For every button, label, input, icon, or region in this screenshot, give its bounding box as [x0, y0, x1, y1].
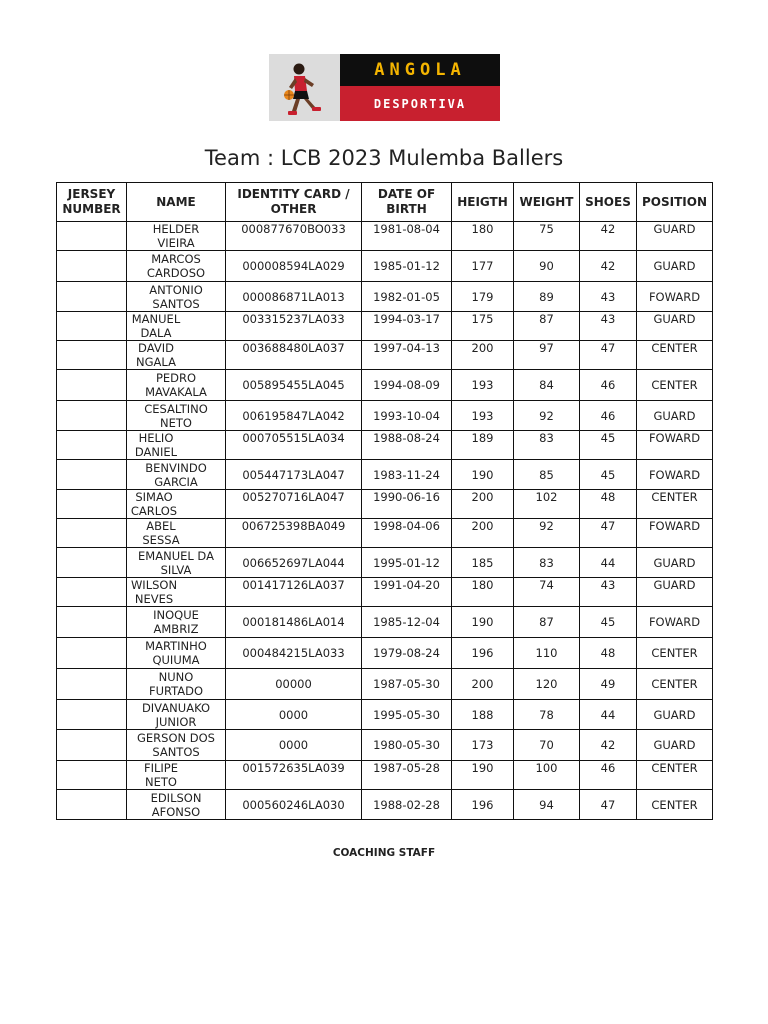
name-cell — [127, 490, 226, 519]
position-cell: CENTER — [637, 790, 713, 820]
weight-cell: 85 — [514, 460, 580, 490]
table-row — [57, 638, 713, 669]
name-cell — [127, 401, 226, 431]
identity-cell: 000560246LA030 — [226, 790, 362, 820]
last-name: DANIEL — [134, 445, 178, 459]
identity-cell: 006652697LA044 — [226, 548, 362, 578]
last-name: FURTADO — [148, 684, 204, 698]
shoes-cell: 45 — [580, 460, 637, 490]
weight-cell: 102 — [514, 490, 580, 519]
first-name: ANTONIO — [149, 282, 203, 297]
shoes-cell: 42 — [580, 251, 637, 282]
name-cell — [127, 761, 226, 790]
first-name: ABEL — [146, 519, 176, 533]
shoes-cell: 43 — [580, 312, 637, 341]
first-name: EDILSON — [150, 790, 202, 805]
dob-cell: 1983-11-24 — [362, 460, 452, 490]
weight-cell: 120 — [514, 669, 580, 700]
position-cell: GUARD — [637, 700, 713, 730]
coaching-staff-heading: COACHING STAFF — [332, 847, 436, 859]
first-name: MARTINHO — [145, 639, 207, 653]
dob-cell: 1987-05-30 — [362, 669, 452, 700]
last-name: SANTOS — [152, 745, 200, 759]
logo-line-2: DESPORTIVA — [340, 86, 500, 121]
table-row — [57, 730, 713, 761]
table-row — [57, 222, 713, 251]
dob-cell: 1994-08-09 — [362, 370, 452, 401]
position-cell: GUARD — [637, 401, 713, 431]
height-cell: 179 — [452, 282, 514, 312]
position-cell: FOWARD — [637, 282, 713, 312]
identity-cell: 006195847LA042 — [226, 401, 362, 431]
weight-cell: 100 — [514, 761, 580, 790]
first-name: GERSON DOS — [137, 731, 215, 745]
height-cell: 200 — [452, 669, 514, 700]
last-name: SESSA — [142, 533, 180, 547]
name-cell — [127, 578, 226, 607]
weight-cell: 83 — [514, 548, 580, 578]
table-row — [57, 548, 713, 578]
position-cell: CENTER — [637, 761, 713, 790]
last-name: QUIUMA — [152, 653, 200, 667]
position-cell: CENTER — [637, 370, 713, 401]
first-name: HELDER — [152, 222, 200, 236]
jersey-cell — [57, 548, 127, 578]
identity-cell: 0000 — [226, 700, 362, 730]
identity-cell: 005895455LA045 — [226, 370, 362, 401]
table-row — [57, 460, 713, 490]
dob-cell: 1988-08-24 — [362, 431, 452, 460]
last-name: NEVES — [134, 592, 174, 606]
name-cell — [127, 700, 226, 730]
dob-cell: 1997-04-13 — [362, 341, 452, 370]
weight-cell: 83 — [514, 431, 580, 460]
header-name: NAME — [127, 183, 226, 222]
first-name: FILIPE — [143, 761, 178, 775]
position-cell: GUARD — [637, 251, 713, 282]
identity-cell: 005270716LA047 — [226, 490, 362, 519]
first-name: DIVANUAKO — [141, 700, 211, 715]
jersey-cell — [57, 607, 127, 638]
identity-cell: 0000 — [226, 730, 362, 761]
identity-cell: 000877670BO033 — [226, 222, 362, 251]
jersey-cell — [57, 790, 127, 820]
table-row — [57, 251, 713, 282]
identity-cell: 000484215LA033 — [226, 638, 362, 669]
shoes-cell: 42 — [580, 222, 637, 251]
jersey-cell — [57, 761, 127, 790]
name-cell — [127, 460, 226, 490]
identity-cell: 000086871LA013 — [226, 282, 362, 312]
jersey-cell — [57, 431, 127, 460]
weight-cell: 87 — [514, 312, 580, 341]
identity-cell: 001572635LA039 — [226, 761, 362, 790]
first-name: SIMAO — [135, 490, 173, 504]
name-cell — [127, 431, 226, 460]
shoes-cell: 43 — [580, 282, 637, 312]
identity-cell: 000181486LA014 — [226, 607, 362, 638]
basketball-player-icon — [269, 54, 340, 121]
first-name: BENVINDO — [145, 460, 207, 475]
header-row — [57, 183, 713, 222]
jersey-cell — [57, 282, 127, 312]
dob-cell: 1985-12-04 — [362, 607, 452, 638]
position-cell: GUARD — [637, 222, 713, 251]
last-name: MAVAKALA — [145, 385, 207, 399]
first-name: MARCOS — [151, 252, 201, 266]
weight-cell: 110 — [514, 638, 580, 669]
first-name: PEDRO — [155, 371, 197, 385]
jersey-cell — [57, 341, 127, 370]
identity-cell: 001417126LA037 — [226, 578, 362, 607]
jersey-cell — [57, 578, 127, 607]
header-shoes: SHOES — [580, 183, 637, 222]
height-cell: 180 — [452, 578, 514, 607]
dob-cell: 1993-10-04 — [362, 401, 452, 431]
last-name: CARDOSO — [146, 266, 206, 280]
shoes-cell: 46 — [580, 401, 637, 431]
dob-cell: 1981-08-04 — [362, 222, 452, 251]
table-row — [57, 431, 713, 460]
name-cell — [127, 607, 226, 638]
name-cell — [127, 341, 226, 370]
header-identity: IDENTITY CARD / OTHER — [226, 183, 362, 222]
height-cell: 190 — [452, 607, 514, 638]
dob-cell: 1995-05-30 — [362, 700, 452, 730]
identity-cell: 005447173LA047 — [226, 460, 362, 490]
jersey-cell — [57, 490, 127, 519]
last-name: SILVA — [160, 562, 192, 577]
name-cell — [127, 790, 226, 820]
height-cell: 188 — [452, 700, 514, 730]
height-cell: 196 — [452, 638, 514, 669]
weight-cell: 97 — [514, 341, 580, 370]
weight-cell: 84 — [514, 370, 580, 401]
shoes-cell: 48 — [580, 638, 637, 669]
last-name: JUNIOR — [155, 714, 197, 729]
first-name: DAVID — [138, 341, 174, 355]
height-cell: 193 — [452, 370, 514, 401]
height-cell: 200 — [452, 490, 514, 519]
weight-cell: 89 — [514, 282, 580, 312]
height-cell: 189 — [452, 431, 514, 460]
weight-cell: 78 — [514, 700, 580, 730]
name-cell — [127, 730, 226, 761]
first-name: INOQUE — [153, 608, 199, 622]
identity-cell: 003315237LA033 — [226, 312, 362, 341]
dob-cell: 1987-05-28 — [362, 761, 452, 790]
jersey-cell — [57, 251, 127, 282]
height-cell: 173 — [452, 730, 514, 761]
position-cell: GUARD — [637, 312, 713, 341]
last-name: DALA — [140, 326, 172, 340]
shoes-cell: 46 — [580, 370, 637, 401]
last-name: NETO — [145, 775, 177, 789]
shoes-cell: 49 — [580, 669, 637, 700]
height-cell: 175 — [452, 312, 514, 341]
name-cell — [127, 370, 226, 401]
height-cell: 200 — [452, 519, 514, 548]
logo — [269, 54, 500, 121]
dob-cell: 1994-03-17 — [362, 312, 452, 341]
last-name: NGALA — [136, 355, 176, 369]
dob-cell: 1985-01-12 — [362, 251, 452, 282]
table-row — [57, 700, 713, 730]
position-cell: CENTER — [637, 669, 713, 700]
dob-cell: 1991-04-20 — [362, 578, 452, 607]
dob-cell: 1988-02-28 — [362, 790, 452, 820]
position-cell: FOWARD — [637, 460, 713, 490]
jersey-cell — [57, 222, 127, 251]
first-name: EMANUEL DA — [138, 548, 214, 563]
identity-cell: 000008594LA029 — [226, 251, 362, 282]
name-cell — [127, 669, 226, 700]
table-row — [57, 519, 713, 548]
height-cell: 180 — [452, 222, 514, 251]
header-position: POSITION — [637, 183, 713, 222]
last-name: NETO — [160, 415, 192, 430]
jersey-cell — [57, 669, 127, 700]
jersey-cell — [57, 460, 127, 490]
name-cell — [127, 222, 226, 251]
first-name: NUNO — [158, 670, 194, 684]
weight-cell: 92 — [514, 401, 580, 431]
first-name: WILSON — [130, 578, 178, 592]
position-cell: FOWARD — [637, 607, 713, 638]
table-row — [57, 607, 713, 638]
table-row — [57, 761, 713, 790]
shoes-cell: 47 — [580, 790, 637, 820]
table-row — [57, 669, 713, 700]
identity-cell: 00000 — [226, 669, 362, 700]
shoes-cell: 42 — [580, 730, 637, 761]
weight-cell: 75 — [514, 222, 580, 251]
table-row — [57, 282, 713, 312]
name-cell — [127, 251, 226, 282]
dob-cell: 1998-04-06 — [362, 519, 452, 548]
dob-cell: 1980-05-30 — [362, 730, 452, 761]
weight-cell: 90 — [514, 251, 580, 282]
dob-cell: 1990-06-16 — [362, 490, 452, 519]
identity-cell: 006725398BA049 — [226, 519, 362, 548]
name-cell — [127, 638, 226, 669]
last-name: VIEIRA — [157, 236, 195, 250]
position-cell: FOWARD — [637, 431, 713, 460]
table-row — [57, 341, 713, 370]
name-cell — [127, 312, 226, 341]
table-row — [57, 790, 713, 820]
identity-cell: 003688480LA037 — [226, 341, 362, 370]
jersey-cell — [57, 700, 127, 730]
jersey-cell — [57, 519, 127, 548]
name-cell — [127, 519, 226, 548]
height-cell: 190 — [452, 460, 514, 490]
jersey-cell — [57, 401, 127, 431]
header-jersey: JERSEY NUMBER — [57, 183, 127, 222]
logo-line-1: ANGOLA — [340, 54, 500, 86]
header-height: HEIGTH — [452, 183, 514, 222]
position-cell: GUARD — [637, 730, 713, 761]
position-cell: CENTER — [637, 341, 713, 370]
first-name: HELIO — [138, 431, 174, 445]
shoes-cell: 43 — [580, 578, 637, 607]
first-name: MANUEL — [131, 312, 181, 326]
dob-cell: 1979-08-24 — [362, 638, 452, 669]
dob-cell: 1995-01-12 — [362, 548, 452, 578]
last-name: AMBRIZ — [153, 622, 199, 636]
height-cell: 177 — [452, 251, 514, 282]
shoes-cell: 47 — [580, 519, 637, 548]
header-dob: DATE OF BIRTH — [362, 183, 452, 222]
identity-cell: 000705515LA034 — [226, 431, 362, 460]
shoes-cell: 45 — [580, 431, 637, 460]
shoes-cell: 48 — [580, 490, 637, 519]
header-weight: WEIGHT — [514, 183, 580, 222]
weight-cell: 70 — [514, 730, 580, 761]
table-row — [57, 490, 713, 519]
height-cell: 196 — [452, 790, 514, 820]
shoes-cell: 46 — [580, 761, 637, 790]
name-cell — [127, 548, 226, 578]
height-cell: 193 — [452, 401, 514, 431]
weight-cell: 92 — [514, 519, 580, 548]
weight-cell: 74 — [514, 578, 580, 607]
table-row — [57, 401, 713, 431]
name-cell — [127, 282, 226, 312]
last-name: GARCIA — [154, 474, 198, 489]
last-name: CARLOS — [130, 504, 178, 518]
shoes-cell: 44 — [580, 700, 637, 730]
table-row — [57, 312, 713, 341]
position-cell: GUARD — [637, 548, 713, 578]
jersey-cell — [57, 312, 127, 341]
height-cell: 190 — [452, 761, 514, 790]
jersey-cell — [57, 638, 127, 669]
table-row — [57, 578, 713, 607]
shoes-cell: 45 — [580, 607, 637, 638]
table-row — [57, 370, 713, 401]
page-title: Team : LCB 2023 Mulemba Ballers — [204, 146, 564, 170]
position-cell: FOWARD — [637, 519, 713, 548]
shoes-cell: 44 — [580, 548, 637, 578]
roster-table — [56, 182, 713, 820]
jersey-cell — [57, 370, 127, 401]
height-cell: 200 — [452, 341, 514, 370]
first-name: CESALTINO — [144, 401, 208, 416]
position-cell: GUARD — [637, 578, 713, 607]
position-cell: CENTER — [637, 490, 713, 519]
last-name: SANTOS — [152, 296, 200, 311]
height-cell: 185 — [452, 548, 514, 578]
position-cell: CENTER — [637, 638, 713, 669]
last-name: AFONSO — [151, 804, 201, 819]
dob-cell: 1982-01-05 — [362, 282, 452, 312]
shoes-cell: 47 — [580, 341, 637, 370]
weight-cell: 87 — [514, 607, 580, 638]
jersey-cell — [57, 730, 127, 761]
weight-cell: 94 — [514, 790, 580, 820]
